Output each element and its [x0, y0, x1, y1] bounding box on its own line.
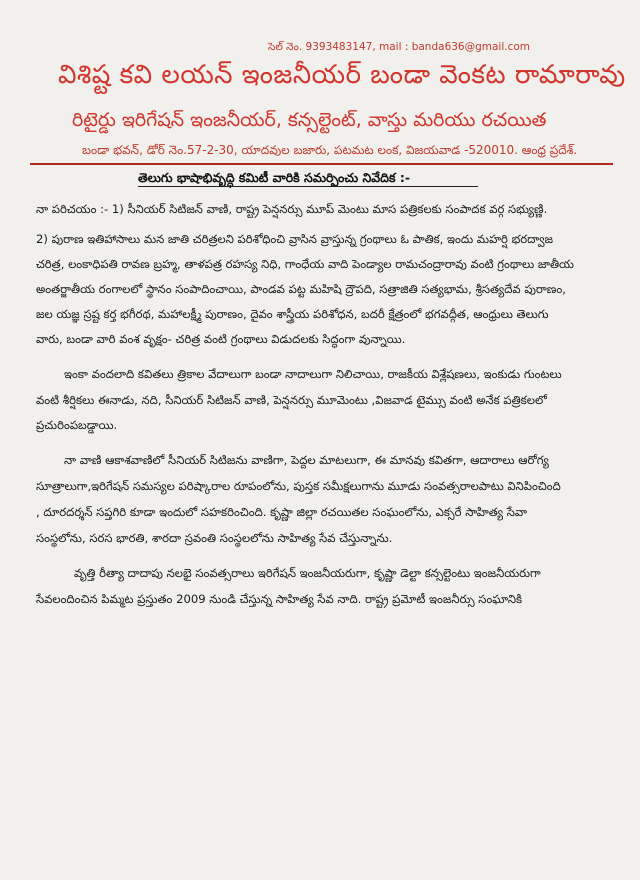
paragraph-line: జల యజ్ఞ స్రష్ట కర్త భగీరథ, మహాలక్ష్మీ పురాణం, దైవం శాస్త్రీయ పరిశోధన, బదరీ క్షేత్రంలో భగవద్గీత, ఆంధ్రులు తెలుగు — [36, 307, 549, 321]
author-name-heading: విశిష్ట కవి లయన్ ఇంజనీయర్ బండా వెంకట రామారావు — [58, 60, 626, 90]
paragraph-line: వృత్తి రీత్యా దాదాపు నలభై సంవత్సరాలు ఇరిగేషన్ ఇంజనీయరుగా, కృష్ణా డెల్టా కన్సల్టెంటు ఇంజనీయరుగా — [74, 566, 541, 580]
paragraph-line: , దూరదర్శన్ సప్తగిరి కూడా ఇందులో సహకరించింది. కృష్ణా జిల్లా రచయితల సంఘంలోను, ఎక్సరే సాహిత్య సేవా — [36, 505, 528, 519]
document-title: తెలుగు భాషాభివృద్ధి కమిటీ వారికి సమర్పించు నివేదిక :- — [138, 170, 411, 185]
paragraph-line: సూత్రాలుగా,ఇరిగేషన్ సమస్యల పరిష్కారాల రూపంలోను, పుస్తక సమీక్షలుగాను మూడు సంవత్సరాలపాటు వినిపించింది — [36, 479, 561, 493]
paragraph-line: వారు, బండా వారి వంశ వృక్షం- చరిత్ర వంటి గ్రంథాలు విడుదలకు సిద్ధంగా వున్నాయి. — [36, 332, 406, 346]
paragraph-line: సంస్థలోను, సరస భారతి, శారదా స్రవంతి సంస్థలలోను సాహిత్య సేవ చేస్తున్నాను. — [36, 531, 393, 545]
paragraph-line: అంతర్జాతీయ రంగాలలో స్థానం సంపాదించాయి, పాండవ పట్ట మహిషి ద్రౌపది, సత్రాజితి సత్యభామ, శ్రీసత్యదేవ పురాణం, — [36, 282, 566, 296]
paragraph-line: చరిత్ర, లంకాధిపతి రావణ బ్రహ్మ, తాళపత్ర రహస్య నిధి, గాంధేయ వాది పెండ్యాల రామచంద్రారావు వంటి గ్రంథాలు జాతీయ — [36, 257, 574, 271]
contact-line: సెల్ నెం. 9393483147, mail : banda636@gmail.com — [268, 41, 531, 53]
paragraph-line: ఇంకా వందలాది కవితలు త్రికాల వేదాలుగా బండా నాదాలుగా నిలిచాయి, రాజకీయ విశ్లేషణలు, ఇంకుడు గుంటలు — [64, 367, 562, 381]
intro-paragraph: నా పరిచయం :- 1) సీనియర్ సిటిజన్ వాణి, రాష్ట్ర పెన్షనర్సు మూప్ మెంటు మాస పత్రికలకు సంపాదక వర్గ సభ్యుణ్ణి. — [36, 202, 548, 216]
paragraph-line: సేవలందించిన పిమ్మట ప్రస్తుతం 2009 నుండి చేస్తున్న సాహిత్య సేవ నాది. రాష్ట్ర ప్రమోటీ ఇంజనీర్సు సంఘానికి — [36, 592, 523, 606]
title-underline — [138, 186, 478, 187]
paragraph-line: ప్రచురింపబడ్డాయి. — [36, 418, 118, 432]
paragraph-line: వంటి శీర్షికలు ఈనాడు, నది, సీనియర్ సిటిజన్ వాణి, పెన్షనర్సు మూమెంటు ,విజవాడ టైమ్సు వంటి అనేక పత్రికలలో — [36, 393, 547, 407]
header-divider — [30, 163, 613, 165]
author-designation: రిటైర్డు ఇరిగేషన్ ఇంజనీయర్, కన్సల్టెంట్, వాస్తు మరియు రచయిత — [72, 109, 547, 131]
paragraph-line: నా వాణి ఆకాశవాణిలో సీనియర్ సిటిజను వాణిగా, పెద్దల మాటలుగా, ఈ మానవు కవితగా, ఆదారాలు ఆరోగ్య — [64, 453, 549, 467]
author-address: బండా భవన్, డోర్ నెం.57-2-30, యాదవుల బజారు, పటమట లంక, విజయవాడ -520010. ఆంధ్ర ప్రదేశ్. — [82, 143, 578, 157]
paragraph-line: 2) పురాణ ఇతిహాసాలు మన జాతి చరిత్రలని పరిశోధించి వ్రాసిన వ్రాస్తున్న గ్రంథాలు ఓ పాతిక, ఇందు మహర్షి భరద్వాజ — [36, 232, 554, 246]
